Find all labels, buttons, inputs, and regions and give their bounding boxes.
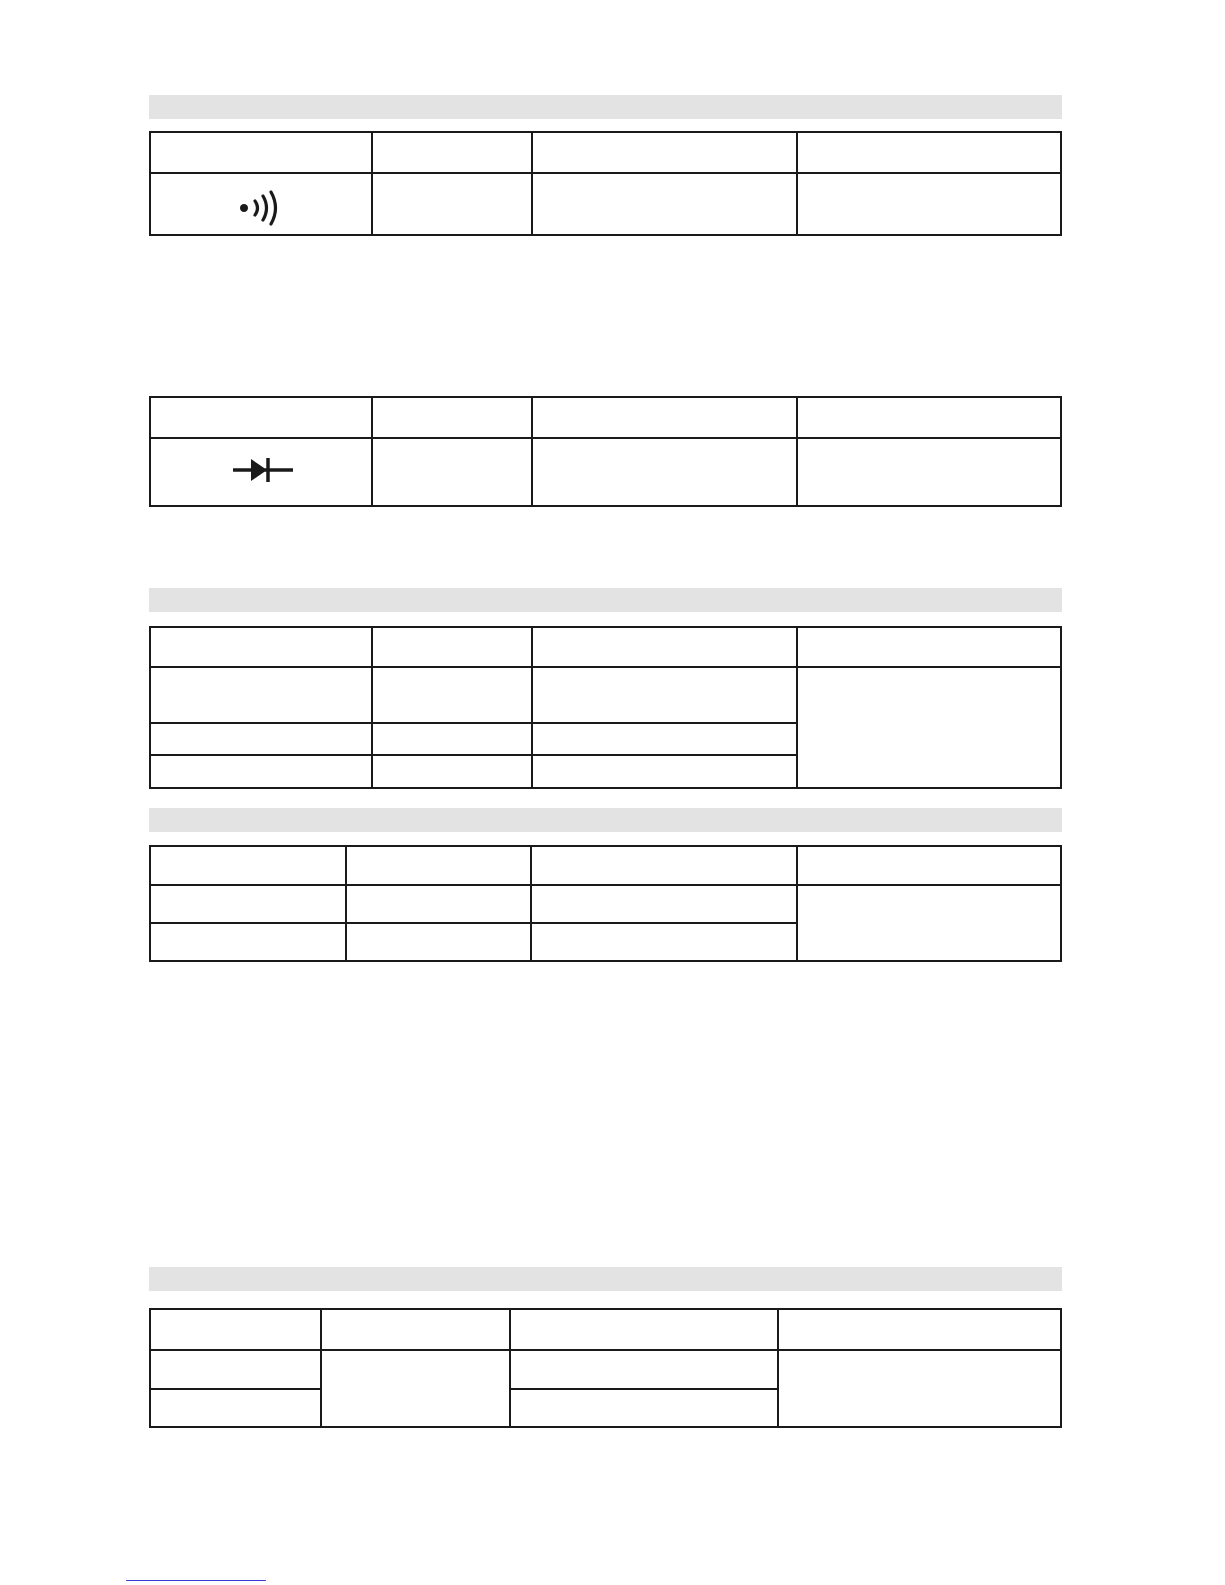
table-column-divider <box>371 398 373 505</box>
table-column-divider <box>320 1310 322 1426</box>
table-row-divider <box>151 172 1060 174</box>
table-row-divider <box>151 754 796 756</box>
table-column-divider <box>345 847 347 960</box>
table-column-divider <box>371 628 373 787</box>
section-header-bar-5 <box>149 1267 1062 1291</box>
spec-table-5 <box>149 1308 1062 1428</box>
table-row-divider <box>151 1388 321 1390</box>
table-row-divider <box>509 1388 777 1390</box>
table-column-divider <box>777 1310 779 1426</box>
table-row-divider <box>151 722 796 724</box>
table-column-divider <box>371 133 373 234</box>
diode-table <box>149 396 1062 507</box>
continuity-table <box>149 131 1062 236</box>
table-row-divider <box>151 922 796 924</box>
table-column-divider <box>530 847 532 960</box>
table-row-divider <box>151 884 1060 886</box>
table-column-divider <box>531 628 533 787</box>
table-column-divider <box>531 398 533 505</box>
section-header-bar-1 <box>149 95 1062 119</box>
diode-icon <box>231 455 295 485</box>
table-column-divider <box>796 133 798 234</box>
table-column-divider <box>796 628 798 787</box>
table-row-divider <box>151 437 1060 439</box>
spec-table-4 <box>149 845 1062 962</box>
continuity-icon <box>235 190 291 226</box>
section-header-bar-3 <box>149 588 1062 612</box>
table-row-divider <box>151 1349 1060 1351</box>
table-column-divider <box>796 398 798 505</box>
table-column-divider <box>531 133 533 234</box>
table-column-divider <box>796 847 798 960</box>
table-column-divider <box>509 1310 511 1426</box>
spec-table-3 <box>149 626 1062 789</box>
footer-link-underline[interactable] <box>126 1578 266 1581</box>
section-header-bar-4 <box>149 808 1062 832</box>
table-row-divider <box>151 666 1060 668</box>
